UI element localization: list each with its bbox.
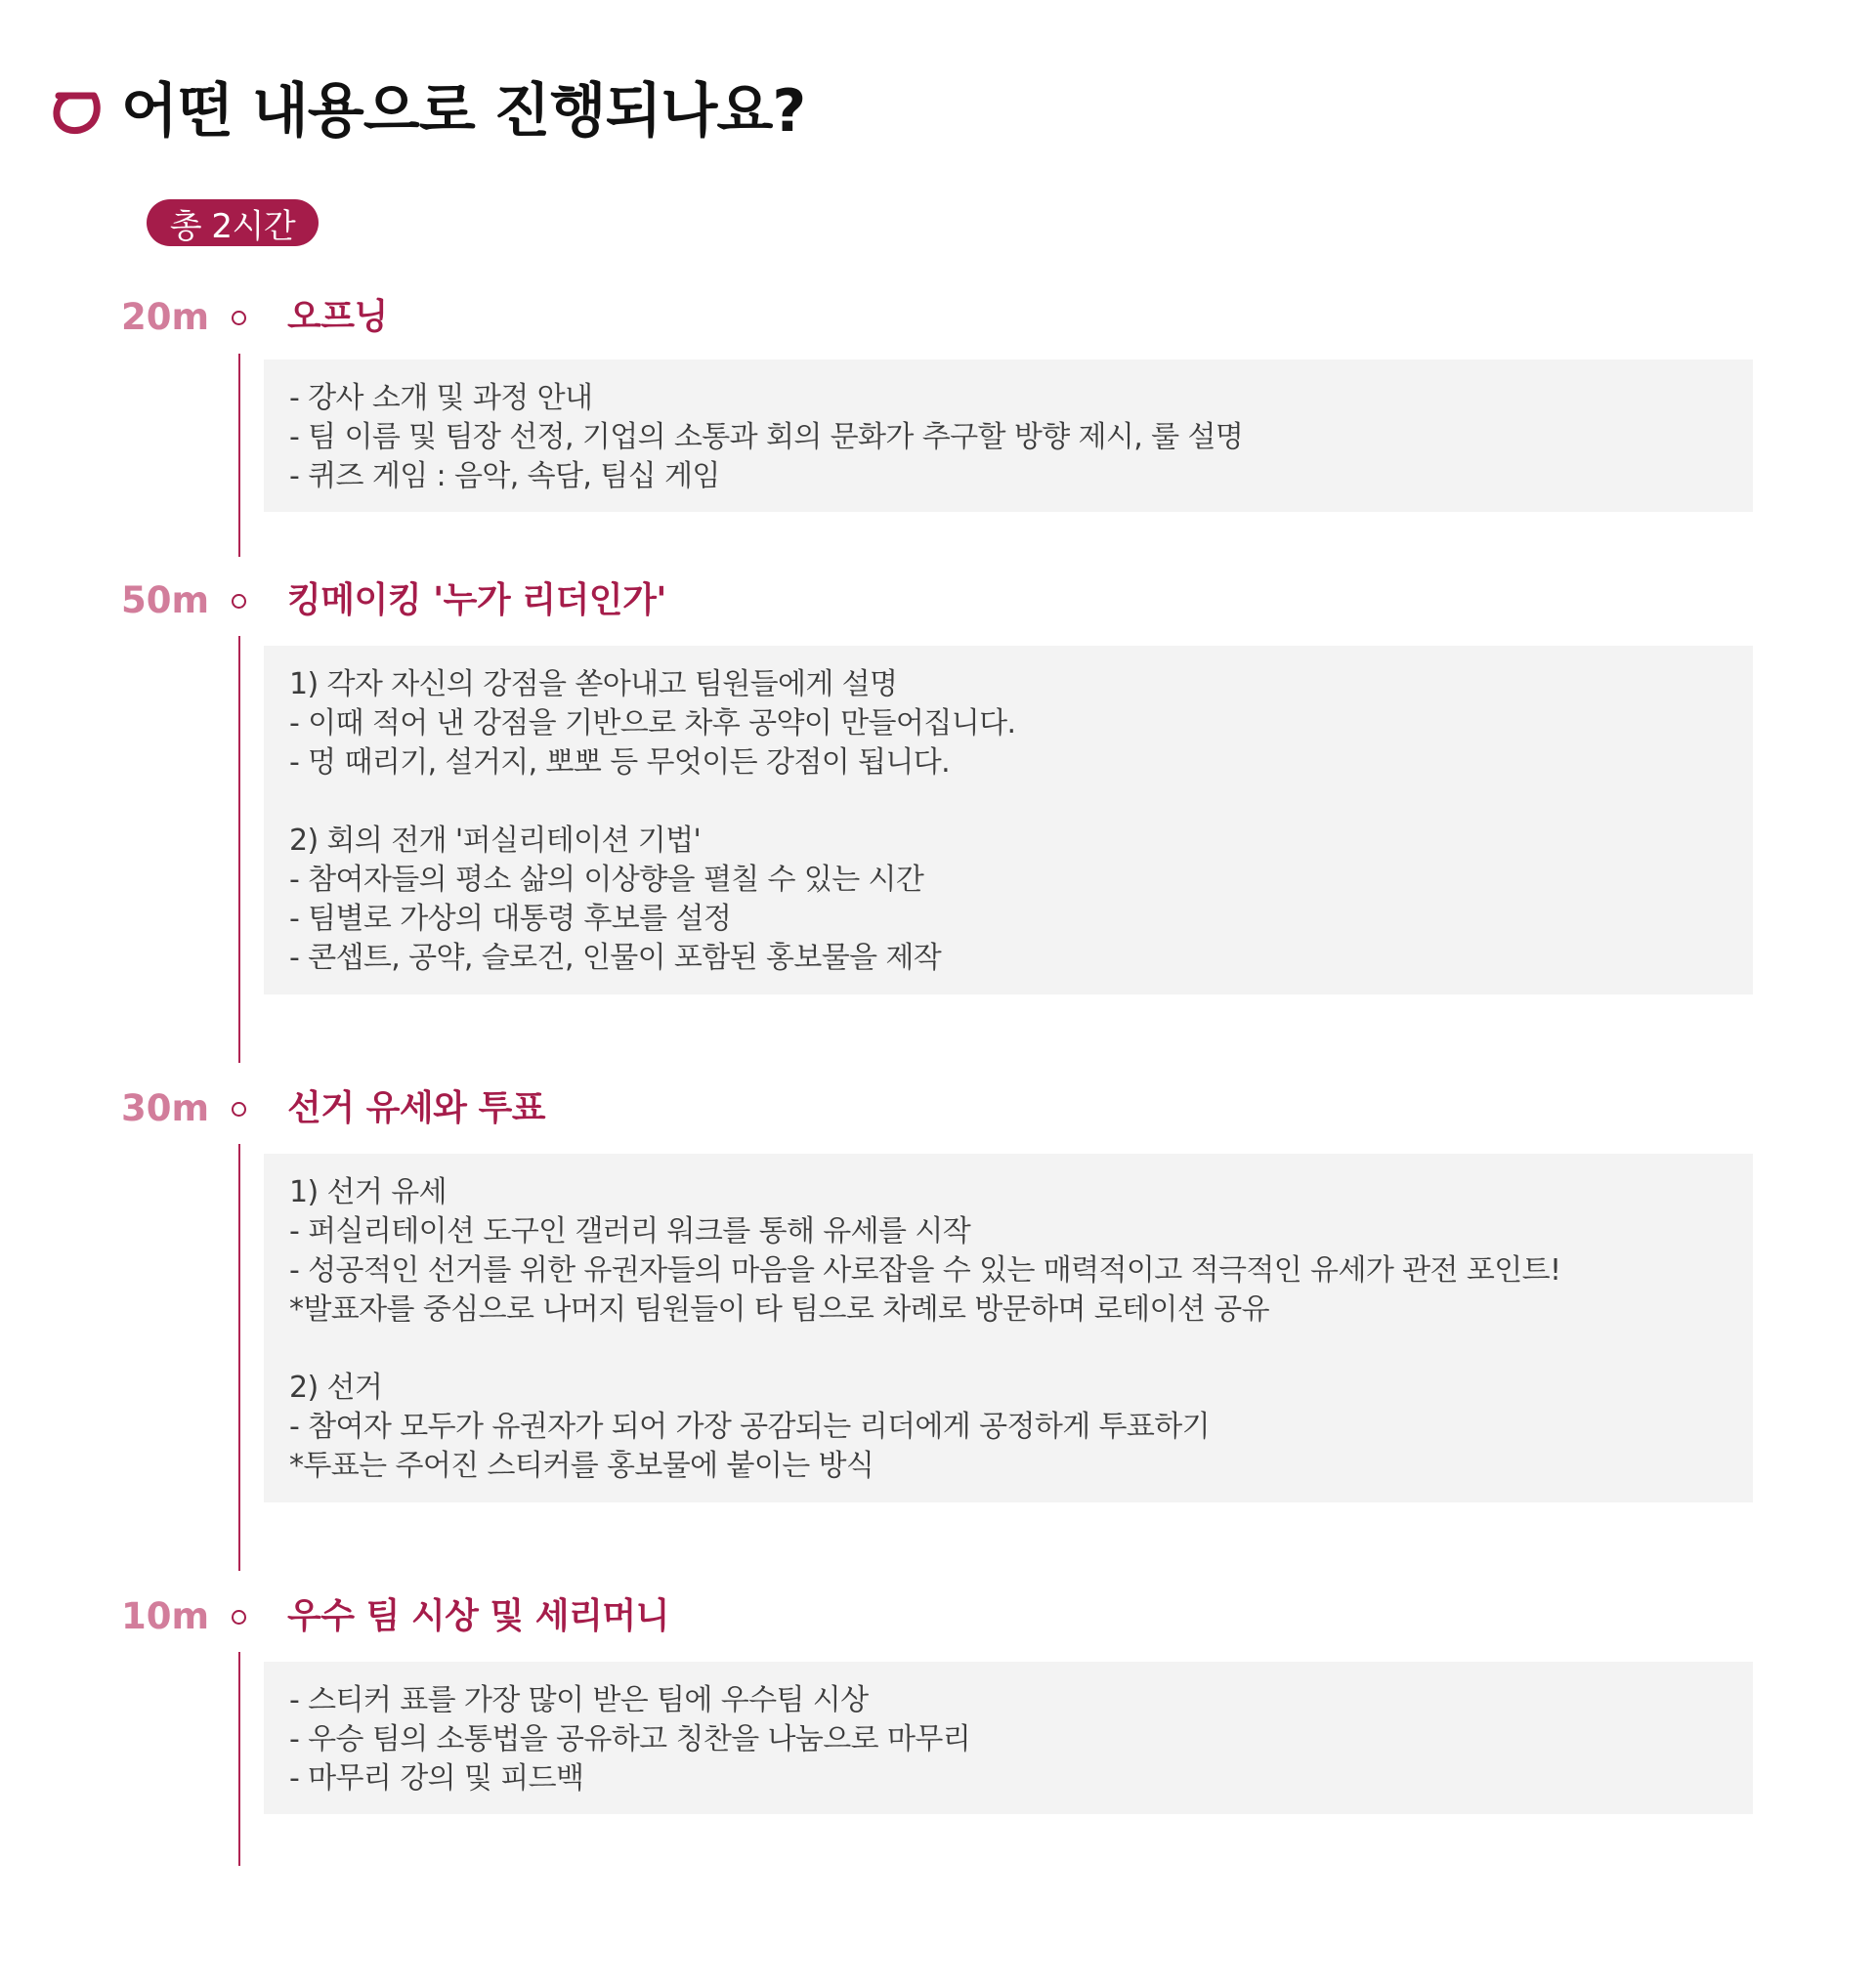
detail-line: - 팀별로 가상의 대통령 후보를 설정	[289, 902, 732, 936]
detail-line: - 퀴즈 게임 : 음악, 속담, 팀십 게임	[289, 459, 720, 493]
section-detail-card	[264, 1154, 1753, 1502]
section-title: 오프닝	[287, 297, 388, 337]
detail-line: - 스티커 표를 가장 많이 받은 팀에 우수팀 시상	[289, 1683, 869, 1717]
brand-mark-icon	[51, 86, 102, 137]
detail-line: - 참여자들의 평소 삶의 이상향을 펼칠 수 있는 시간	[289, 863, 924, 897]
section-header	[0, 1084, 1876, 1133]
section-header	[0, 293, 1876, 342]
section-detail-card	[264, 359, 1753, 512]
section-title: 선거 유세와 투표	[287, 1088, 545, 1128]
blank-line	[289, 782, 1727, 822]
section-detail-card	[264, 1662, 1753, 1814]
section-duration: 50m	[121, 579, 210, 621]
detail-line: - 성공적인 선거를 위한 유권자들의 마음을 사로잡을 수 있는 매력적이고 적극적인 유세가 관전 포인트!	[289, 1253, 1561, 1288]
detail-line: *투표는 주어진 스티커를 홍보물에 붙이는 방식	[289, 1449, 874, 1483]
timeline-dot-icon	[232, 311, 246, 325]
detail-line: - 이때 적어 낸 강점을 기반으로 차후 공약이 만들어집니다.	[289, 706, 1016, 740]
detail-line: - 팀 이름 및 팀장 선정, 기업의 소통과 회의 문화가 추구할 방향 제시, 룰 설명	[289, 420, 1244, 454]
section-detail-card	[264, 646, 1753, 994]
detail-line: - 멍 때리기, 설거지, 뽀뽀 등 무엇이든 강점이 됩니다.	[289, 745, 951, 780]
detail-line: - 우승 팀의 소통법을 공유하고 칭찬을 나눔으로 마무리	[289, 1722, 971, 1756]
section-header	[0, 1592, 1876, 1641]
detail-line: - 콘셉트, 공약, 슬로건, 인물이 포함된 홍보물을 제작	[289, 941, 942, 975]
timeline-line	[238, 354, 240, 557]
blank-line	[289, 1330, 1727, 1369]
detail-line: - 마무리 강의 및 피드백	[289, 1761, 584, 1796]
detail-line: *발표자를 중심으로 나머지 팀원들이 타 팀으로 차례로 방문하며 로테이션 공유	[289, 1292, 1269, 1327]
timeline-dot-icon	[232, 1610, 246, 1625]
timeline-line	[238, 1144, 240, 1571]
detail-line: 2) 회의 전개 '퍼실리테이션 기법'	[289, 824, 702, 858]
total-duration-badge: 총 2시간	[147, 199, 319, 246]
timeline-dot-icon	[232, 1102, 246, 1117]
detail-line: - 참여자 모두가 유권자가 되어 가장 공감되는 리더에게 공정하게 투표하기	[289, 1410, 1211, 1444]
section-duration: 30m	[121, 1087, 210, 1129]
detail-line: 1) 각자 자신의 강점을 쏟아내고 팀원들에게 설명	[289, 667, 898, 701]
section-duration: 20m	[121, 296, 210, 338]
timeline-dot-icon	[232, 594, 246, 609]
section-title: 우수 팀 시상 및 세리머니	[287, 1596, 669, 1636]
section-header	[0, 576, 1876, 625]
page-header	[51, 76, 805, 147]
section-title: 킹메이킹 '누가 리더인가'	[287, 580, 666, 620]
timeline-line	[238, 1652, 240, 1866]
detail-line: - 퍼실리테이션 도구인 갤러리 워크를 통해 유세를 시작	[289, 1214, 971, 1248]
timeline-line	[238, 636, 240, 1063]
detail-line: 1) 선거 유세	[289, 1175, 447, 1209]
detail-line: - 강사 소개 및 과정 안내	[289, 381, 593, 415]
page-title: 어떤 내용으로 진행되나요?	[121, 77, 806, 146]
detail-line: 2) 선거	[289, 1371, 383, 1405]
section-duration: 10m	[121, 1595, 210, 1637]
